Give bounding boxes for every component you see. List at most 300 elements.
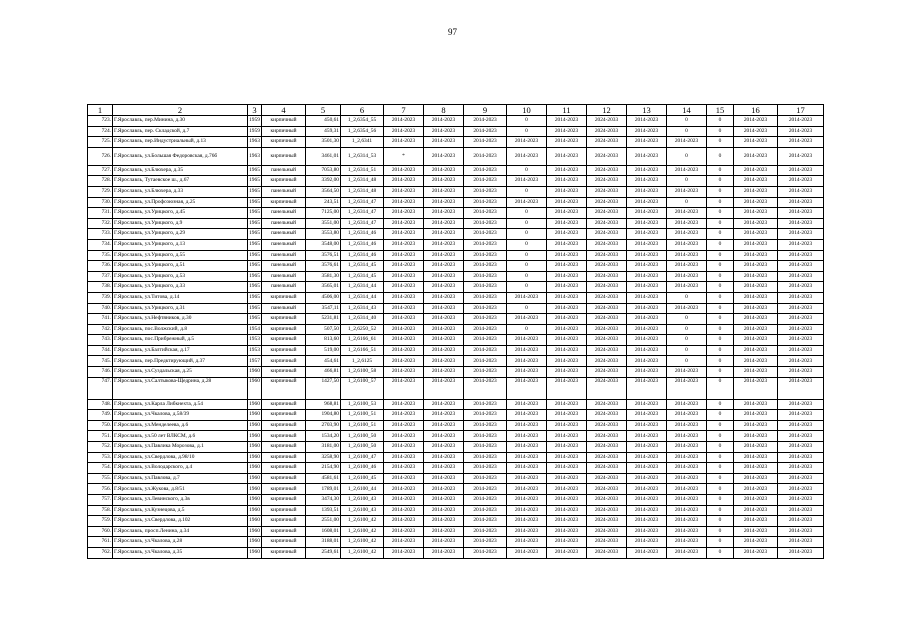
table-cell-col-8: 2014-2023 (424, 165, 464, 176)
table-cell-col-17: 2014-2023 (778, 547, 824, 558)
table-cell-col-17: 2014-2023 (778, 126, 824, 137)
table-cell-col-9: 2014-2023 (464, 537, 507, 548)
table-cell-col-6: 1_2,6314_53 (341, 147, 384, 165)
table-cell-col-2: Г.Ярославль, ул.Кузнецова, д.5 (113, 505, 248, 516)
table-cell-col-11: 2014-2023 (547, 314, 587, 325)
table-cell-col-1: 731. (88, 208, 113, 219)
table-cell-col-6: 1_2,6100_45 (341, 473, 384, 484)
table-cell-col-15: 0 (707, 176, 734, 187)
table-cell-col-8: 2014-2023 (424, 484, 464, 495)
table-cell-col-12: 2024-2033 (587, 442, 627, 453)
table-row (88, 282, 824, 293)
table-cell-col-8: 2014-2023 (424, 377, 464, 399)
table-cell-col-4: кирпичный (262, 147, 306, 165)
table-cell-col-2: Г.Ярославль, ул.Салтыкова-Щедрина, д.28 (113, 377, 248, 399)
table-cell-col-9: 2014-2023 (464, 218, 507, 229)
column-header-4: 4 (262, 105, 306, 116)
table-cell-col-14: 2014-2023 (667, 271, 707, 282)
table-cell-col-5: 1393,51 (306, 505, 341, 516)
table-cell-col-11: 2014-2023 (547, 261, 587, 272)
table-cell-col-15: 0 (707, 186, 734, 197)
table-cell-col-9: 2014-2023 (464, 399, 507, 410)
table-cell-col-15: 0 (707, 516, 734, 527)
table-cell-col-8: 2014-2023 (424, 250, 464, 261)
table-cell-col-16: 2014-2023 (734, 250, 778, 261)
table-cell-col-14: 2014-2023 (667, 431, 707, 442)
table-cell-col-13: 2014-2023 (627, 271, 667, 282)
table-cell-col-1: 737. (88, 271, 113, 282)
table-cell-col-16: 2014-2023 (734, 526, 778, 537)
table-cell-col-13: 2014-2023 (627, 292, 667, 303)
table-cell-col-3: 1965 (248, 261, 262, 272)
table-cell-col-2: Г.Ярославль, ул.Балтийская, д.17 (113, 345, 248, 356)
table-cell-col-13: 2014-2023 (627, 303, 667, 314)
table-cell-col-16: 2014-2023 (734, 165, 778, 176)
table-cell-col-12: 2024-2033 (587, 261, 627, 272)
table-cell-col-4: панельный (262, 261, 306, 272)
table-cell-col-12: 2024-2033 (587, 410, 627, 421)
table-cell-col-6: 1_2,6100_46 (341, 463, 384, 474)
table-cell-col-16: 2014-2023 (734, 335, 778, 346)
table-cell-col-7: 2014-2023 (384, 250, 424, 261)
table-cell-col-11: 2014-2023 (547, 484, 587, 495)
table-cell-col-13: 2014-2023 (627, 239, 667, 250)
table-cell-col-1: 734. (88, 239, 113, 250)
table-cell-col-2: Г.Ярославль, ул.Свердлова, д.98/10 (113, 452, 248, 463)
table-row (88, 292, 824, 303)
table-cell-col-17: 2014-2023 (778, 516, 824, 527)
table-cell-col-9: 2014-2023 (464, 261, 507, 272)
table-cell-col-10: 2014-2023 (507, 410, 547, 421)
table-cell-col-15: 0 (707, 431, 734, 442)
table-cell-col-5: 3258,90 (306, 452, 341, 463)
table-cell-col-9: 2014-2023 (464, 324, 507, 335)
table-cell-col-2: Г.Ярославль, ул.Чкалова, д.28 (113, 537, 248, 548)
table-cell-col-12: 2024-2033 (587, 176, 627, 187)
table-cell-col-11: 2014-2023 (547, 526, 587, 537)
table-cell-col-6: 1_2,6100_43 (341, 505, 384, 516)
table-cell-col-16: 2014-2023 (734, 292, 778, 303)
table-cell-col-7: 2014-2023 (384, 452, 424, 463)
table-cell-col-16: 2014-2023 (734, 463, 778, 474)
table-cell-col-7: 2014-2023 (384, 484, 424, 495)
table-cell-col-14: 2014-2023 (667, 399, 707, 410)
table-cell-col-3: 1965 (248, 176, 262, 187)
table-cell-col-15: 0 (707, 473, 734, 484)
table-cell-col-13: 2014-2023 (627, 537, 667, 548)
table-cell-col-7: 2014-2023 (384, 345, 424, 356)
table-cell-col-3: 1960 (248, 420, 262, 431)
table-cell-col-1: 757. (88, 495, 113, 506)
table-cell-col-4: кирпичный (262, 137, 306, 148)
table-cell-col-11: 2014-2023 (547, 282, 587, 293)
table-cell-col-14: 2014-2023 (667, 495, 707, 506)
table-cell-col-6: 1_2,6100_53 (341, 399, 384, 410)
table-cell-col-8: 2014-2023 (424, 495, 464, 506)
table-row (88, 547, 824, 558)
table-cell-col-8: 2014-2023 (424, 516, 464, 527)
table-cell-col-1: 739. (88, 292, 113, 303)
table-cell-col-12: 2024-2033 (587, 399, 627, 410)
table-cell-col-17: 2014-2023 (778, 218, 824, 229)
table-cell-col-1: 741. (88, 314, 113, 325)
table-cell-col-6: 1_2,6125 (341, 356, 384, 367)
table-cell-col-6: 1_2,6314_40 (341, 314, 384, 325)
table-cell-col-11: 2014-2023 (547, 186, 587, 197)
table-cell-col-7: 2014-2023 (384, 239, 424, 250)
table-cell-col-8: 2014-2023 (424, 314, 464, 325)
table-cell-col-8: 2014-2023 (424, 505, 464, 516)
table-cell-col-4: кирпичный (262, 399, 306, 410)
table-cell-col-4: кирпичный (262, 431, 306, 442)
table-cell-col-11: 2014-2023 (547, 452, 587, 463)
table-cell-col-14: 2014-2023 (667, 377, 707, 399)
table-cell-col-4: кирпичный (262, 463, 306, 474)
table-cell-col-15: 0 (707, 314, 734, 325)
table-cell-col-7: 2014-2023 (384, 314, 424, 325)
table-cell-col-17: 2014-2023 (778, 208, 824, 219)
table-cell-col-13: 2014-2023 (627, 399, 667, 410)
table-cell-col-8: 2014-2023 (424, 335, 464, 346)
table-cell-col-14: 0 (667, 314, 707, 325)
table-cell-col-8: 2014-2023 (424, 261, 464, 272)
table-cell-col-2: Г.Ярославль, пос.Волжский, д.8 (113, 324, 248, 335)
table-cell-col-7: 2014-2023 (384, 420, 424, 431)
table-cell-col-12: 2024-2033 (587, 165, 627, 176)
table-cell-col-11: 2014-2023 (547, 116, 587, 127)
table-cell-col-10: 2014-2023 (507, 147, 547, 165)
table-cell-col-17: 2014-2023 (778, 314, 824, 325)
table-cell-col-10: 2014-2023 (507, 431, 547, 442)
table-cell-col-12: 2024-2033 (587, 452, 627, 463)
table-cell-col-5: 3551,00 (306, 218, 341, 229)
table-cell-col-15: 0 (707, 303, 734, 314)
table-cell-col-14: 0 (667, 292, 707, 303)
table-row (88, 176, 824, 187)
table-cell-col-13: 2014-2023 (627, 250, 667, 261)
table-row (88, 399, 824, 410)
table-cell-col-15: 0 (707, 442, 734, 453)
table-cell-col-10: 2014-2023 (507, 463, 547, 474)
table-cell-col-10: 2014-2023 (507, 335, 547, 346)
table-cell-col-2: Г.Ярославль, ул.Суздальская, д.25 (113, 367, 248, 378)
table-cell-col-16: 2014-2023 (734, 377, 778, 399)
table-cell-col-5: 450,61 (306, 116, 341, 127)
table-cell-col-16: 2014-2023 (734, 208, 778, 219)
table-cell-col-1: 755. (88, 473, 113, 484)
table-cell-col-4: панельный (262, 229, 306, 240)
table-cell-col-12: 2024-2033 (587, 250, 627, 261)
table-cell-col-2: Г.Ярославль, просп.Ленина, д.34 (113, 526, 248, 537)
table-cell-col-7: 2014-2023 (384, 463, 424, 474)
table-cell-col-2: Г.Ярославль, ул.Профсоюзная, д.25 (113, 197, 248, 208)
table-cell-col-6: 1_2,6314_43 (341, 303, 384, 314)
table-cell-col-1: 738. (88, 282, 113, 293)
table-row (88, 345, 824, 356)
table-cell-col-2: Г.Ярославль, Тутаевское ш., д.67 (113, 176, 248, 187)
table-cell-col-3: 1965 (248, 271, 262, 282)
table-cell-col-17: 2014-2023 (778, 399, 824, 410)
table-cell-col-4: кирпичный (262, 537, 306, 548)
table-cell-col-8: 2014-2023 (424, 324, 464, 335)
table-cell-col-14: 0 (667, 197, 707, 208)
table-cell-col-17: 2014-2023 (778, 505, 824, 516)
table-cell-col-4: кирпичный (262, 367, 306, 378)
table-cell-col-9: 2014-2023 (464, 137, 507, 148)
table-cell-col-5: 3188,01 (306, 537, 341, 548)
table-cell-col-7: 2014-2023 (384, 473, 424, 484)
table-cell-col-5: 1534,20 (306, 431, 341, 442)
table-cell-col-13: 2014-2023 (627, 335, 667, 346)
table-cell-col-12: 2024-2033 (587, 126, 627, 137)
table-cell-col-4: кирпичный (262, 197, 306, 208)
table-cell-col-17: 2014-2023 (778, 292, 824, 303)
table-cell-col-15: 0 (707, 271, 734, 282)
table-cell-col-10: 0 (507, 282, 547, 293)
table-cell-col-4: панельный (262, 186, 306, 197)
table-cell-col-10: 2014-2023 (507, 367, 547, 378)
table-cell-col-1: 762. (88, 547, 113, 558)
table-cell-col-5: 2549,61 (306, 547, 341, 558)
table-cell-col-9: 2014-2023 (464, 165, 507, 176)
table-cell-col-6: 1_2,6100_58 (341, 367, 384, 378)
table-cell-col-15: 0 (707, 345, 734, 356)
table-cell-col-7: 2014-2023 (384, 186, 424, 197)
table-cell-col-2: Г.Ярославль, ул.Чкалова, д.58/39 (113, 410, 248, 421)
table-cell-col-2: Г.Ярославль, ул.Урицкого, д.45 (113, 208, 248, 219)
table-cell-col-12: 2024-2033 (587, 303, 627, 314)
table-cell-col-13: 2014-2023 (627, 473, 667, 484)
table-cell-col-6: 1_2,6100_42 (341, 526, 384, 537)
table-cell-col-12: 2024-2033 (587, 229, 627, 240)
table-cell-col-6: 1_2,6314_48 (341, 176, 384, 187)
table-cell-col-4: кирпичный (262, 484, 306, 495)
table-cell-col-13: 2014-2023 (627, 165, 667, 176)
table-cell-col-14: 2014-2023 (667, 250, 707, 261)
table-row (88, 335, 824, 346)
table-row (88, 442, 824, 453)
table-cell-col-10: 2014-2023 (507, 356, 547, 367)
table-cell-col-13: 2014-2023 (627, 452, 667, 463)
table-cell-col-2: Г.Ярославль, пер.Минина, д.30 (113, 116, 248, 127)
table-cell-col-14: 2014-2023 (667, 367, 707, 378)
table-cell-col-14: 0 (667, 147, 707, 165)
table-cell-col-16: 2014-2023 (734, 282, 778, 293)
table-cell-col-4: кирпичный (262, 526, 306, 537)
table-cell-col-10: 2014-2023 (507, 526, 547, 537)
table-cell-col-1: 746. (88, 367, 113, 378)
table-cell-col-8: 2014-2023 (424, 399, 464, 410)
table-cell-col-15: 0 (707, 526, 734, 537)
table-cell-col-3: 1957 (248, 356, 262, 367)
table-cell-col-16: 2014-2023 (734, 484, 778, 495)
table-cell-col-1: 726. (88, 147, 113, 165)
table-cell-col-6: 1_2,6314_48 (341, 186, 384, 197)
table-row (88, 126, 824, 137)
table-cell-col-15: 0 (707, 484, 734, 495)
table-cell-col-8: 2014-2023 (424, 547, 464, 558)
table-cell-col-14: 2014-2023 (667, 526, 707, 537)
table-cell-col-4: панельный (262, 303, 306, 314)
table-cell-col-14: 0 (667, 356, 707, 367)
table-cell-col-17: 2014-2023 (778, 282, 824, 293)
table-cell-col-16: 2014-2023 (734, 126, 778, 137)
table-cell-col-5: 2703,90 (306, 420, 341, 431)
table-cell-col-4: кирпичный (262, 420, 306, 431)
table-cell-col-1: 729. (88, 186, 113, 197)
table-cell-col-12: 2024-2033 (587, 239, 627, 250)
table-cell-col-8: 2014-2023 (424, 137, 464, 148)
table-cell-col-9: 2014-2023 (464, 463, 507, 474)
table-cell-col-13: 2014-2023 (627, 420, 667, 431)
table-cell-col-3: 1953 (248, 335, 262, 346)
table-cell-col-13: 2014-2023 (627, 147, 667, 165)
table-cell-col-10: 2014-2023 (507, 537, 547, 548)
table-cell-col-17: 2014-2023 (778, 495, 824, 506)
table-cell-col-13: 2014-2023 (627, 367, 667, 378)
table-cell-col-15: 0 (707, 116, 734, 127)
table-cell-col-2: Г.Ярославль, ул.Нефтяников, д.30 (113, 314, 248, 325)
table-cell-col-6: 1_2,6314_47 (341, 197, 384, 208)
table-cell-col-11: 2014-2023 (547, 431, 587, 442)
table-cell-col-7: 2014-2023 (384, 505, 424, 516)
table-cell-col-8: 2014-2023 (424, 473, 464, 484)
table-cell-col-12: 2024-2033 (587, 197, 627, 208)
table-cell-col-10: 0 (507, 324, 547, 335)
table-cell-col-3: 1954 (248, 324, 262, 335)
column-header-17: 17 (778, 105, 824, 116)
table-cell-col-13: 2014-2023 (627, 410, 667, 421)
table-cell-col-2: Г.Ярославль, ул.Урицкого, д.9 (113, 218, 248, 229)
table-cell-col-9: 2014-2023 (464, 420, 507, 431)
table-cell-col-17: 2014-2023 (778, 176, 824, 187)
column-header-9: 9 (464, 105, 507, 116)
table-cell-col-3: 1960 (248, 377, 262, 399)
table-cell-col-14: 2014-2023 (667, 547, 707, 558)
table-cell-col-9: 2014-2023 (464, 303, 507, 314)
table-cell-col-7: 2014-2023 (384, 303, 424, 314)
table-cell-col-4: кирпичный (262, 345, 306, 356)
table-cell-col-15: 0 (707, 335, 734, 346)
table-cell-col-6: 1_2,6100_43 (341, 495, 384, 506)
table-cell-col-6: 1_2,6100_57 (341, 377, 384, 399)
table-cell-col-8: 2014-2023 (424, 410, 464, 421)
table-cell-col-10: 2014-2023 (507, 473, 547, 484)
table-cell-col-13: 2014-2023 (627, 116, 667, 127)
table-cell-col-16: 2014-2023 (734, 314, 778, 325)
table-cell-col-16: 2014-2023 (734, 186, 778, 197)
table-cell-col-5: 7125,00 (306, 208, 341, 219)
table-cell-col-8: 2014-2023 (424, 218, 464, 229)
table-cell-col-4: кирпичный (262, 505, 306, 516)
table-cell-col-12: 2024-2033 (587, 473, 627, 484)
table-cell-col-5: 459,31 (306, 126, 341, 137)
table-cell-col-16: 2014-2023 (734, 367, 778, 378)
table-cell-col-9: 2014-2023 (464, 377, 507, 399)
table-row (88, 116, 824, 127)
table-cell-col-6: 1_2,6100_42 (341, 537, 384, 548)
table-cell-col-17: 2014-2023 (778, 197, 824, 208)
table-cell-col-3: 1960 (248, 473, 262, 484)
table-cell-col-5: 454,61 (306, 356, 341, 367)
table-cell-col-11: 2014-2023 (547, 377, 587, 399)
table-cell-col-13: 2014-2023 (627, 314, 667, 325)
table-cell-col-14: 0 (667, 116, 707, 127)
table-cell-col-15: 0 (707, 547, 734, 558)
table-cell-col-2: Г.Ярославль, ул.Менделеева, д.6 (113, 420, 248, 431)
column-header-16: 16 (734, 105, 778, 116)
table-cell-col-13: 2014-2023 (627, 516, 667, 527)
table-cell-col-11: 2014-2023 (547, 292, 587, 303)
table-cell-col-15: 0 (707, 495, 734, 506)
table-cell-col-1: 758. (88, 505, 113, 516)
table-cell-col-17: 2014-2023 (778, 335, 824, 346)
table-cell-col-3: 1959 (248, 126, 262, 137)
table-cell-col-1: 748. (88, 399, 113, 410)
table-body (88, 116, 824, 559)
table-cell-col-6: 1_2,6100_42 (341, 547, 384, 558)
table-cell-col-10: 2014-2023 (507, 516, 547, 527)
table-cell-col-17: 2014-2023 (778, 463, 824, 474)
table-cell-col-13: 2014-2023 (627, 484, 667, 495)
table-row (88, 229, 824, 240)
table-row (88, 147, 824, 165)
table-cell-col-3: 1965 (248, 165, 262, 176)
table-row (88, 473, 824, 484)
table-cell-col-4: кирпичный (262, 452, 306, 463)
table-cell-col-4: панельный (262, 218, 306, 229)
table-cell-col-5: 1608,01 (306, 526, 341, 537)
table-cell-col-4: кирпичный (262, 495, 306, 506)
table-cell-col-12: 2024-2033 (587, 292, 627, 303)
table-cell-col-13: 2014-2023 (627, 463, 667, 474)
table-row (88, 261, 824, 272)
table-cell-col-4: панельный (262, 208, 306, 219)
table-cell-col-12: 2024-2033 (587, 218, 627, 229)
table-cell-col-9: 2014-2023 (464, 147, 507, 165)
table-row (88, 463, 824, 474)
table-cell-col-5: 519,00 (306, 345, 341, 356)
table-cell-col-5: 813,60 (306, 335, 341, 346)
table-cell-col-3: 1960 (248, 526, 262, 537)
table-cell-col-15: 0 (707, 292, 734, 303)
table-cell-col-16: 2014-2023 (734, 399, 778, 410)
table-cell-col-2: Г.Ярославль, ул.Володарского, д.4 (113, 463, 248, 474)
table-cell-col-11: 2014-2023 (547, 208, 587, 219)
table-cell-col-16: 2014-2023 (734, 137, 778, 148)
table-row (88, 495, 824, 506)
column-header-15: 15 (707, 105, 734, 116)
table-cell-col-1: 724. (88, 126, 113, 137)
table-cell-col-13: 2014-2023 (627, 495, 667, 506)
table-cell-col-4: кирпичный (262, 473, 306, 484)
table-cell-col-14: 2014-2023 (667, 239, 707, 250)
table-cell-col-16: 2014-2023 (734, 261, 778, 272)
table-cell-col-9: 2014-2023 (464, 239, 507, 250)
table-cell-col-6: 1_2,6314_44 (341, 282, 384, 293)
table-cell-col-2: Г.Ярославль, ул.Урицкого, д.55 (113, 250, 248, 261)
table-cell-col-15: 0 (707, 137, 734, 148)
table-cell-col-3: 1965 (248, 186, 262, 197)
table-cell-col-2: Г.Ярославль, ул.Урицкого, д.29 (113, 229, 248, 240)
table-cell-col-11: 2014-2023 (547, 239, 587, 250)
table-cell-col-10: 2014-2023 (507, 452, 547, 463)
table-cell-col-13: 2014-2023 (627, 126, 667, 137)
table-cell-col-9: 2014-2023 (464, 314, 507, 325)
table-cell-col-7: 2014-2023 (384, 208, 424, 219)
table-cell-col-14: 2014-2023 (667, 137, 707, 148)
table-cell-col-2: Г.Ярославль, ул.Урицкого, д.51 (113, 261, 248, 272)
